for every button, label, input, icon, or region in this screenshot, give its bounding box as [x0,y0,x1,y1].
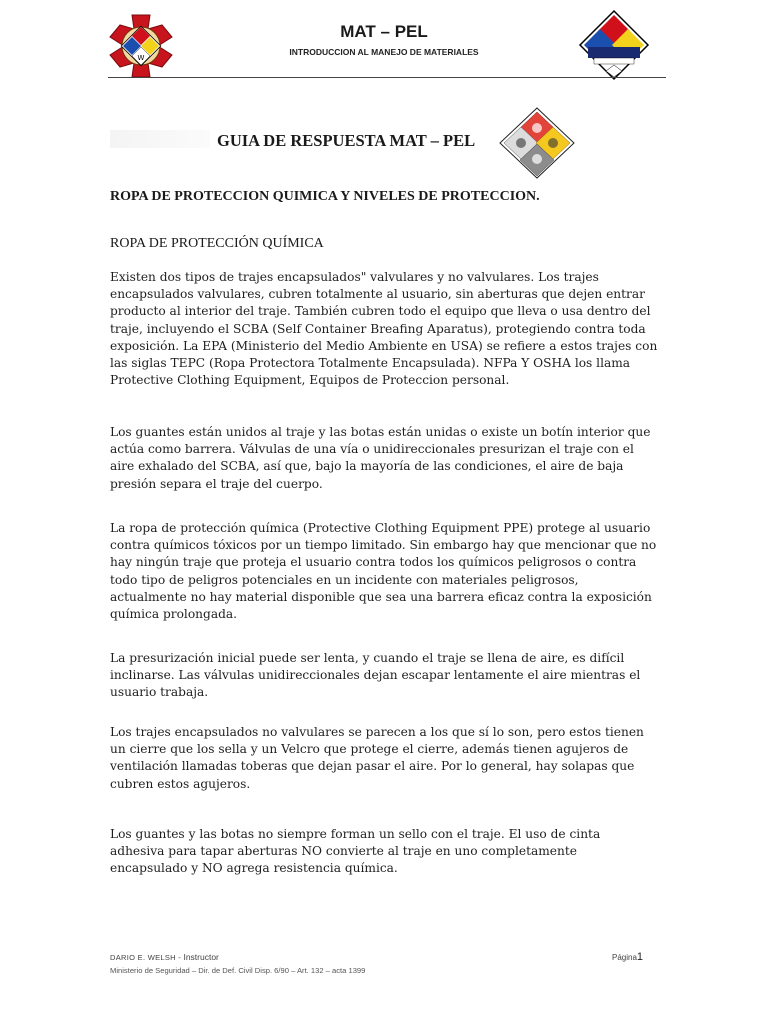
document-title: GUIA DE RESPUESTA MAT – PEL [217,131,476,150]
paragraph-5: Los trajes encapsulados no valvulares se parecen a los que sí lo son, pero estos tienen un cierre que los sella y un Velcro que protege el cierre, además tienen agujeros de ventilación llamadas toberas que dejan pasar el aire. Por lo general, hay solapas que cubren estos agujeros. [110,725,644,791]
paragraph-4: La presurización inicial puede ser lenta, y cuando el traje se llena de aire, es difícil inclinarse. Las válvulas unidireccionales dejan escapar lentamente el aire mientras el usuario trabaja. [110,651,641,700]
page-label: Página [612,953,637,962]
header-divider [108,77,666,78]
header-subtitle: INTRODUCCION AL MANEJO DE MATERIALES [289,47,479,57]
header-title: MAT – PEL [340,22,428,41]
footer-role: Instructor [183,952,219,962]
section-heading: ROPA DE PROTECCION QUIMICA Y NIVELES DE PROTECCION. [110,189,540,204]
page-indicator [612,951,643,963]
subheading: ROPA DE PROTECCIÓN QUÍMICA [110,236,324,251]
hazard-diamond-pictograms [498,106,576,180]
paragraph-6: Los guantes y las botas no siempre forman un sello con el traje. El uso de cinta adhesiva para tapar aberturas NO convierte al traje en uno completamente encapsulado y NO agrega resistencia química. [110,827,601,876]
footer-author-name: DARIO E. WELSH - [110,953,182,962]
page-number: 1 [636,951,644,963]
paragraph-2: Los guantes están unidos al traje y las botas están unidas o existe un botín interior que actúa como barrera. Válvulas de una vía o unidireccionales presurizan el traje con el aire exhalado del SCBA, así que, bajo la mayoría de las condiciones, el aire de baja presión separa el traje del cuerpo. [110,425,651,491]
title-shading [110,130,210,148]
footer-ministry: Ministerio de Seguridad – Dir. de Def. Civil Disp. 6/90 – Art. 132 – acta 1399 [110,966,366,975]
footer-author [110,952,219,962]
svg-text:W: W [137,54,145,62]
materiales-peligrosos-diamond-logo [578,9,650,81]
paragraph-3: La ropa de protección química (Protective Clothing Equipment PPE) protege al usuario contra químicos tóxicos por un tiempo limitado. Sin embargo hay que mencionar que no hay ningún traje que proteja el usuario contra todos los químicos peligrosos o contra todo tipo de peligros potenciales en un incidente con materiales peligrosos, actualmente no hay material disponible que sea una barrera eficaz contra la exposición química prolongada. [110,521,657,622]
paragraph-1: Existen dos tipos de trajes encapsulados" valvulares y no valvulares. Los trajes encapsulados valvulares, cubren totalmente al usuario, sin aberturas que dejen entrar producto al interior del traje. También cubren todo el equipo que lleva o usa dentro del traje, incluyendo el SCBA (Self Container Breafing Aparatus), protegiendo contra toda exposición. La EPA (Ministerio del Medio Ambiente en USA) se refiere a estos trajes con las siglas TEPC (Ropa Protectora Totalmente Encapsulada). NFPa Y OSHA los llama Protective Clothing Equipment, Equipos de Proteccion personal. [110,270,658,388]
